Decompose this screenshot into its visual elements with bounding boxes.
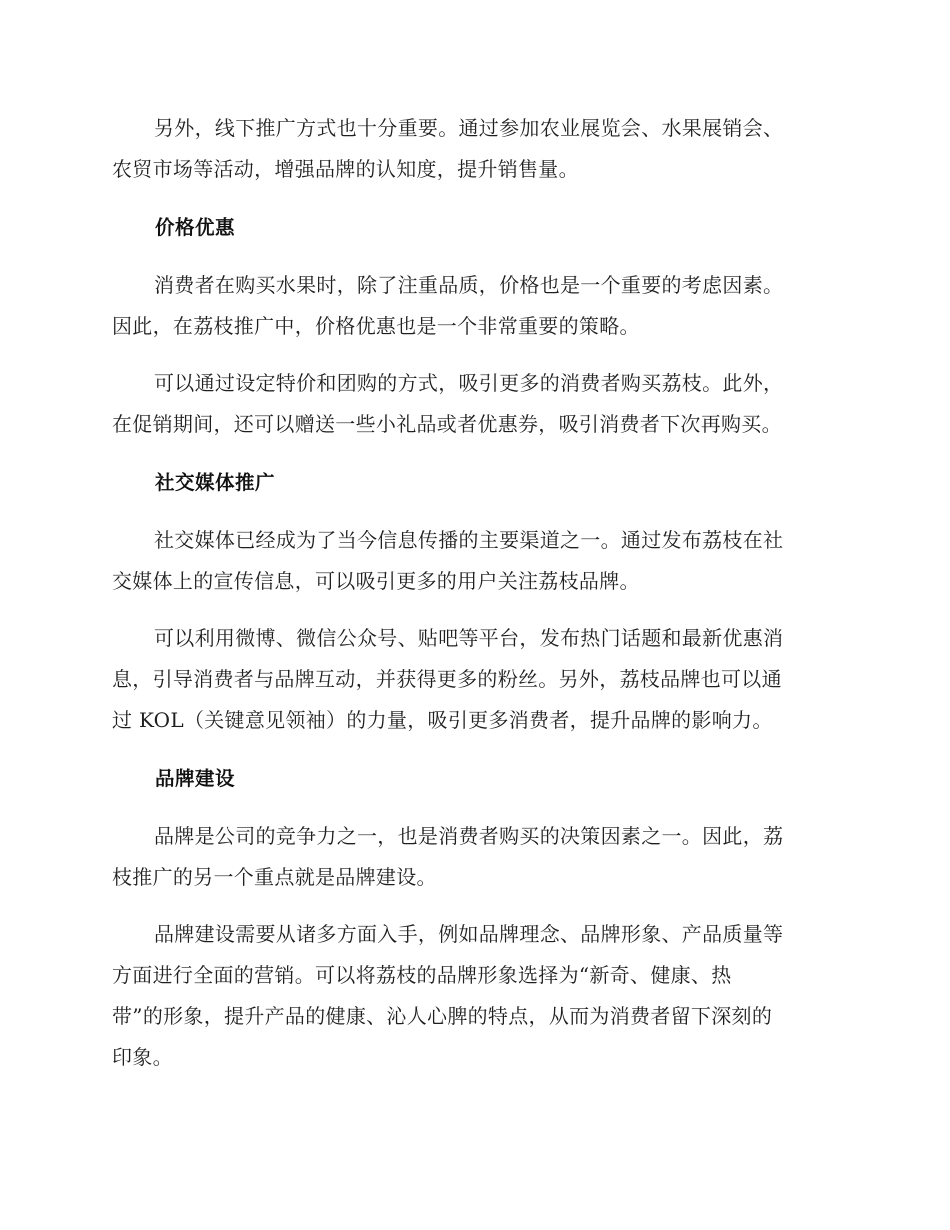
text-line: 方面进行全面的营销。可以将荔枝的品牌形象选择为“新奇、健康、热 <box>112 963 732 987</box>
text-line: 可以通过设定特价和团购的方式，吸引更多的消费者购买荔枝。此外， <box>154 371 784 395</box>
text-line: 消费者在购买水果时，除了注重品质，价格也是一个重要的考虑因素。 <box>154 273 784 297</box>
text-line: 在促销期间，还可以赠送一些小礼品或者优惠券，吸引消费者下次再购买。 <box>112 412 782 436</box>
paragraph-brand-competitiveness <box>112 816 832 898</box>
paragraph-brand-image <box>112 914 832 1078</box>
section-heading-price-discount: 价格优惠 <box>155 216 236 239</box>
section-heading-social-media: 社交媒体推广 <box>155 471 276 494</box>
paragraph-group-buying <box>112 363 832 445</box>
text-line: 枝推广的另一个重点就是品牌建设。 <box>112 865 437 889</box>
text-line: 息，引导消费者与品牌互动，并获得更多的粉丝。另外，荔枝品牌也可以通 <box>112 667 782 691</box>
text-line: 农贸市场等活动，增强品牌的认知度，提升销售量。 <box>112 157 579 181</box>
text-line: 另外，线下推广方式也十分重要。通过参加农业展览会、水果展销会、 <box>154 116 784 140</box>
text-line: 带”的形象，提升产品的健康、沁人心脾的特点，从而为消费者留下深刻的 <box>112 1004 773 1028</box>
section-heading-brand-building: 品牌建设 <box>155 767 236 790</box>
text-line: 交媒体上的宣传信息，可以吸引更多的用户关注荔枝品牌。 <box>112 569 640 593</box>
text-line: 品牌是公司的竞争力之一，也是消费者购买的决策因素之一。因此，荔 <box>154 824 784 848</box>
paragraph-platforms-kol <box>112 618 832 741</box>
document-body <box>112 108 832 1078</box>
text-line: 可以利用微博、微信公众号、贴吧等平台，发布热门话题和最新优惠消 <box>154 626 784 650</box>
paragraph-offline-promotion <box>112 108 832 190</box>
text-line: 品牌建设需要从诸多方面入手，例如品牌理念、品牌形象、产品质量等 <box>154 922 784 946</box>
paragraph-price-importance <box>112 265 832 347</box>
text-line: 过 KOL（关键意见领袖）的力量，吸引更多消费者，提升品牌的影响力。 <box>112 708 773 732</box>
text-line: 社交媒体已经成为了当今信息传播的主要渠道之一。通过发布荔枝在社 <box>154 528 784 552</box>
paragraph-social-media-channel <box>112 520 832 602</box>
text-line: 印象。 <box>112 1045 173 1069</box>
text-line: 因此，在荔枝推广中，价格优惠也是一个非常重要的策略。 <box>112 314 640 338</box>
